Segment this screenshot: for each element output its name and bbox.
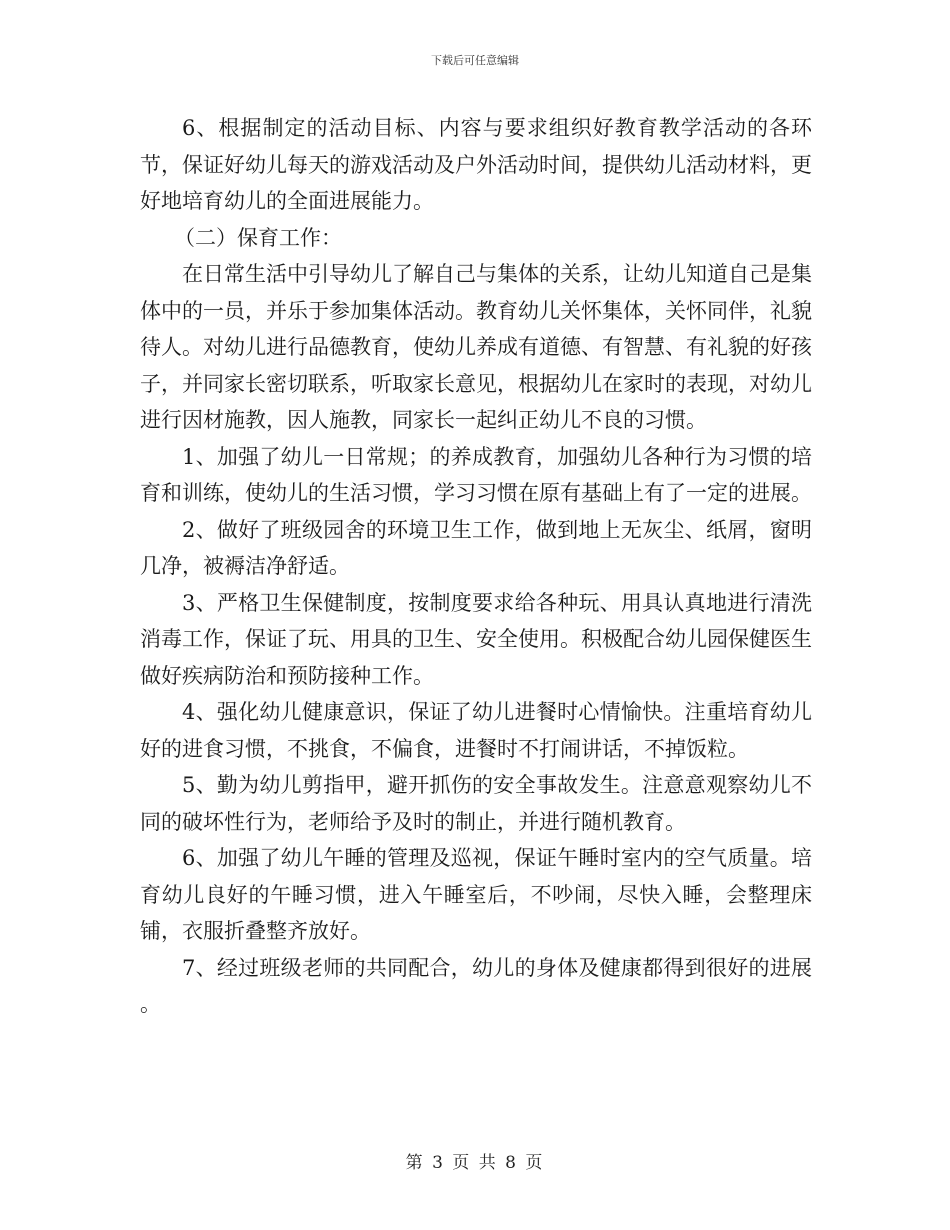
section-heading-care-work: （二）保育工作：	[174, 225, 342, 250]
paragraph-item-5-safety: 5、勤为幼儿剪指甲，避开抓伤的安全事故发生。注意意观察幼儿不同的破坏性行为，老师给予及时的制止，并进行随机教育。	[140, 773, 812, 834]
paragraph-item-3-health-system: 3、严格卫生保健制度，按制度要求给各种玩、用具认真地进行清洗消毒工作，保证了玩、用具的卫生、安全使用。积极配合幼儿园保健医生做好疾病防治和预防接种工作。	[140, 590, 812, 688]
document-body	[140, 110, 812, 1023]
paragraph-daily-life: 在日常生活中引导幼儿了解自己与集体的关系，让幼儿知道自己是集体中的一员，并乐于参加集体活动。教育幼儿关怀集体，关怀同伴，礼貌待人。对幼儿进行品德教育，使幼儿养成有道德、有智慧、有礼貌的好孩子，并同家长密切联系，听取家长意见，根据幼儿在家时的表现，对幼儿进行因材施教，因人施教，同家长一起纠正幼儿不良的习惯。	[140, 262, 812, 432]
paragraph-item-6-activities: 6、根据制定的活动目标、内容与要求组织好教育教学活动的各环节，保证好幼儿每天的游戏活动及户外活动时间，提供幼儿活动材料，更好地培育幼儿的全面进展能力。	[140, 116, 812, 213]
page-header-note: 下载后可任意编辑	[431, 54, 519, 67]
paragraph-item-4-eating: 4、强化幼儿健康意识，保证了幼儿进餐时心情愉快。注重培育幼儿好的进食习惯，不挑食，不偏食，进餐时不打闹讲话，不掉饭粒。	[140, 700, 812, 761]
paragraph-item-7-progress: 7、经过班级老师的共同配合，幼儿的身体及健康都得到很好的进展 。	[140, 955, 812, 1016]
page-number: 第 3 页 共 8 页	[405, 1153, 545, 1173]
paragraph-item-1-routine: 1、加强了幼儿一日常规；的养成教育，加强幼儿各种行为习惯的培育和训练，使幼儿的生活习惯，学习习惯在原有基础上有了一定的进展。	[140, 444, 812, 505]
paragraph-item-2-hygiene: 2、做好了班级园舍的环境卫生工作，做到地上无灰尘、纸屑，窗明几净，被褥洁净舒适。	[140, 517, 812, 578]
paragraph-item-6-nap: 6、加强了幼儿午睡的管理及巡视，保证午睡时室内的空气质量。培育幼儿良好的午睡习惯，进入午睡室后，不吵闹，尽快入睡，会整理床铺，衣服折叠整齐放好。	[140, 846, 812, 943]
